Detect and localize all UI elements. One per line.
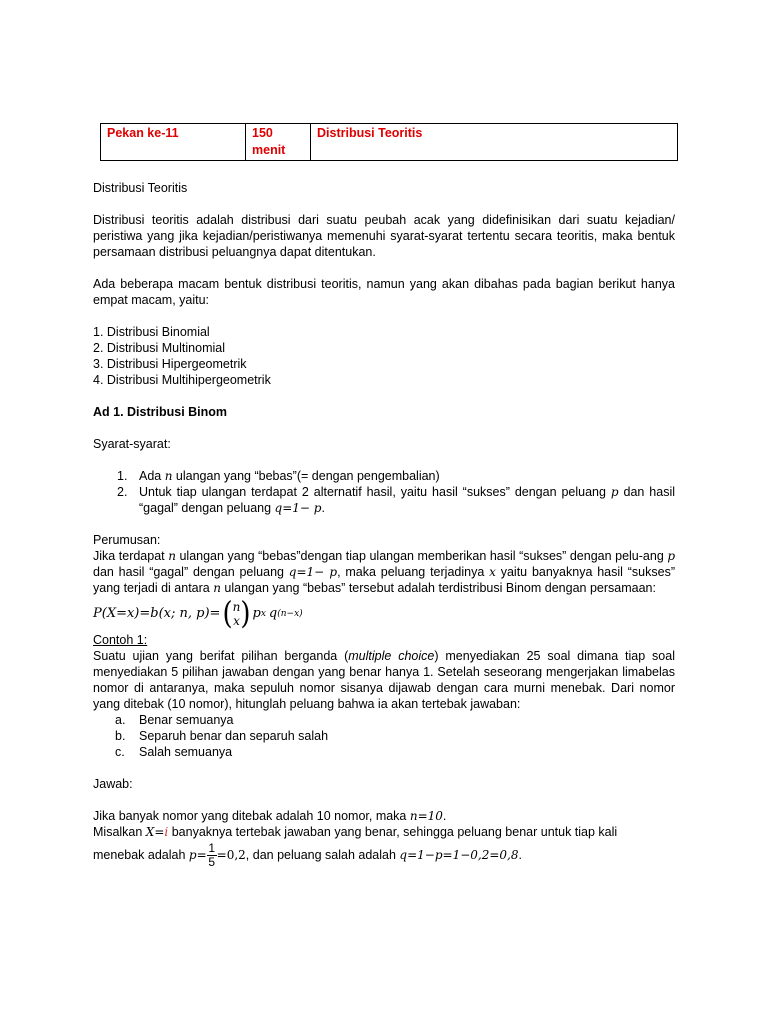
kind-item: 2. Distribusi Multinomial (93, 341, 225, 355)
answer-line-1: Jika banyak nomor yang ditebak adalah 10 nomor, maka n=10. (93, 809, 447, 823)
formulation-paragraph: Jika terdapat n ulangan yang “bebas”dengan tiap ulangan memberikan hasil “sukses” dengan pelu-ang p dan hasil “gagal” dengan peluang q=1− p, maka peluang terjadinya x yaitu banyaknya hasil “sukses” yang terjadi di antara n ulangan yang “bebas” tersebut adalah terdistribusi Binom dengan persamaan: (93, 549, 675, 595)
answer-line-3: menebak adalah p= $\frac{1}{5}$ =0,2, dan peluang salah adalah q=1−p=1−0,2=0,8. (93, 841, 522, 869)
topic-cell: Distribusi Teoritis (311, 124, 678, 161)
document-body (93, 180, 675, 869)
example-paragraph: Suatu ujian yang berifat pilihan berganda (multiple choice) menyediakan 25 soal dimana tiap soal menyediakan 5 pilihan jawaban dengan yang benar hanya 1. Setelah seseorang mengerjakan limabelas nomor di antaranya, maka sepuluh nomor sisanya dijawab dengan cara murni menebak. Dari nomor yang ditebak (10 nomor), hitunglah peluang bahwa ia akan tertebak jawaban: (93, 649, 675, 711)
section-title: Ad 1. Distribusi Binom (93, 405, 228, 419)
option-item: c. Salah semuanya (115, 745, 233, 759)
kind-item: 4. Distribusi Multihipergeometrik (93, 373, 271, 387)
requirement-item: 2. Untuk tiap ulangan terdapat 2 alternatif hasil, yaitu hasil “sukses” dengan peluang p dan hasil “gagal” dengan peluang q=1− p. (117, 485, 675, 515)
kind-item: 3. Distribusi Hipergeometrik (93, 357, 247, 371)
formulation-label: Perumusan: (93, 533, 161, 547)
fraction-one-fifth: $\frac{1}{5}$ (208, 841, 215, 869)
requirements-label: Syarat-syarat: (93, 437, 171, 451)
duration-cell: 150 menit (246, 124, 311, 161)
requirements-list (93, 468, 675, 516)
kinds-intro-paragraph: Ada beberapa macam bentuk distribusi teoritis, namun yang akan dibahas pada bagian berikut hanya empat macam, yaitu: (93, 277, 675, 307)
answer-line-2: Misalkan X=i banyaknya tertebak jawaban yang benar, sehingga peluang benar untuk tiap kali (93, 825, 618, 839)
session-header-table (100, 123, 678, 161)
binomial-formula: P(X=x)=b(x; n, p)= ( n x ) p x q (n−x) (93, 596, 303, 632)
option-item: b. Separuh benar dan separuh salah (115, 729, 329, 743)
page-title: Distribusi Teoritis (93, 181, 188, 195)
week-cell: Pekan ke-11 (101, 124, 246, 161)
intro-paragraph: Distribusi teoritis adalah distribusi dari suatu peubah acak yang didefinisikan dari suatu kejadian/ peristiwa yang jika kejadian/peristiwanya memenuhi syarat-syarat tertentu secara teoritis, maka bentuk persamaan distribusi peluangnya dapat ditentukan. (93, 213, 675, 259)
example-label: Contoh 1: (93, 633, 148, 647)
kind-item: 1. Distribusi Binomial (93, 325, 210, 339)
options-list (93, 712, 675, 760)
binomial-coefficient: ( n x ) (222, 596, 251, 632)
answer-label: Jawab: (93, 777, 133, 791)
option-item: a. Benar semuanya (115, 713, 234, 727)
requirement-item: 1. Ada n ulangan yang “bebas”(= dengan pengembalian) (117, 469, 440, 483)
